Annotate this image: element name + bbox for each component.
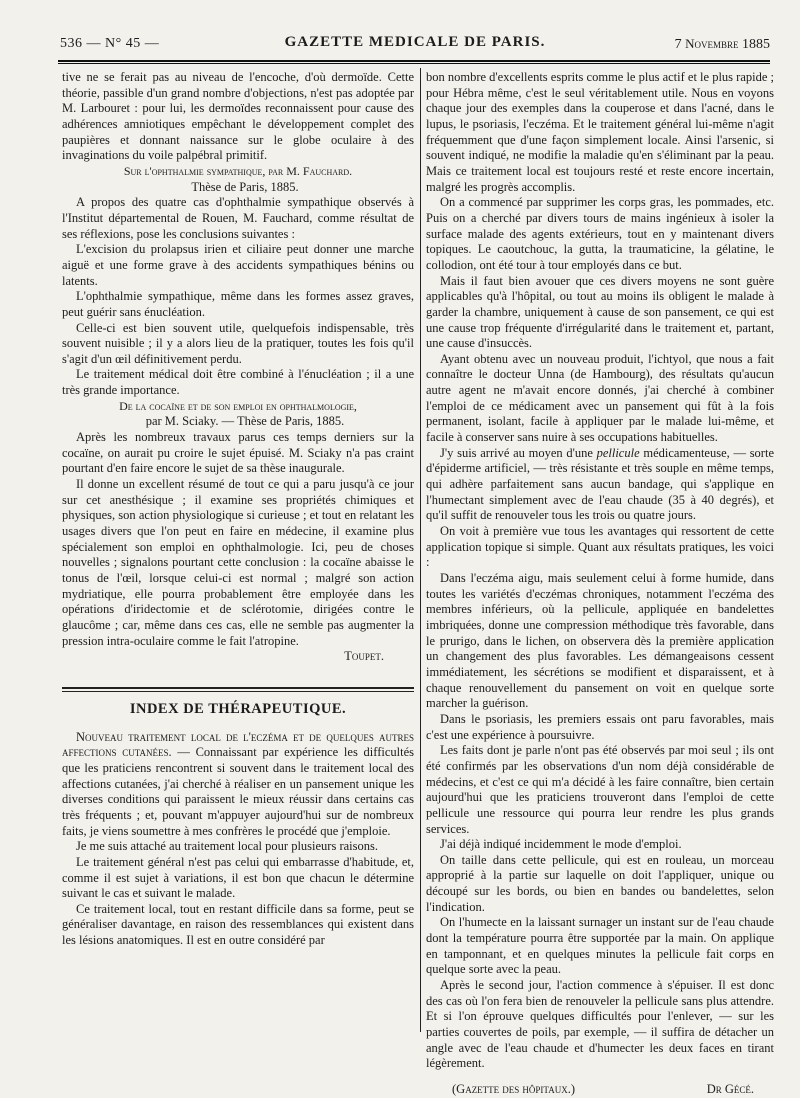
paragraph: Ayant obtenu avec un nouveau produit, l'ichtyol, que nous a fait connaître le docteur Unna (de Hambourg), des résultats qu'aucun autre agent ne m'avait encore donnés, j'ai cherché à combiner l'emploi de ce médicament avec un pansement qui fût à la fois permanent, isolant, facile à appliquer par le malade lui-même, et facile à conserver sans nuire à ses occupations habituelles. [426, 351, 774, 445]
paragraph: A propos des quatre cas d'ophthalmie sympathique observés à l'Institut départemental de Rouen, M. Fauchard, comme résultat de ses réflexions, pose les conclusions suivantes : [62, 195, 414, 241]
paragraph: Celle-ci est bien souvent utile, quelquefois indispensable, très souvent nuisible ; il y a alors lieu de la pratiquer, toutes les fois qu'il s'agit d'un œil définitivement perdu. [62, 320, 414, 366]
review-title-sciaky: De la cocaïne et de son emploi en ophthalmologie, [119, 398, 357, 413]
section-divider [62, 687, 414, 692]
page-header [60, 34, 770, 56]
paragraph: Le traitement médical doit être combiné à l'énucléation ; il a une très grande importance. [62, 367, 414, 398]
page-number: 536 — N° 45 — [60, 36, 160, 51]
section-title: INDEX DE THÉRAPEUTIQUE. [129, 700, 347, 717]
date-month: Novembre [685, 36, 739, 51]
text-run: J'y suis arrivé au moyen d'une [440, 445, 597, 460]
paragraph: Mais il faut bien avouer que ces divers moyens ne sont guère applicables qu'à l'hôpital, ou tout au moins ils obligent le malade à garder la chambre, uniquement à cause de son pansement, ce qui est une cause trop fréquente d'irrégularité dans le traitement et, partant, une cause d'insuccès. [426, 273, 774, 351]
signature-toupet: Toupet. [344, 649, 384, 664]
paragraph: On a commencé par supprimer les corps gras, les pommades, etc. Puis on a cherché par divers tours de mains ingénieux à isoler la surface malade des agents extérieurs, tout en y maintenant divers topiques. Le caoutchouc, la gutta, la traumaticine, la gélatine, le collodion, ont été tour à tour employés dans ce but. [426, 195, 774, 272]
paragraph: J'ai déjà indiqué incidemment le mode d'emploi. [440, 837, 682, 852]
date-day: 7 [674, 37, 682, 52]
journal-title: GAZETTE MEDICALE DE PARIS. [284, 34, 546, 50]
index-text: — Connaissant par expérience les difficultés que les praticiens rencontrent si souvent dans le traitement local des affections cutanées, j'ai cherché à réaliser en un pansement unique les diverses conditions qui paraissent le mieux réussir dans certains cas très fréquents ; et, pouvant m'appuyer aujourd'hui sur de nombreux faits, je viens soumettre à mes confrères le procédé que j'emploie. [62, 745, 414, 838]
review-thesis-sciaky: par M. Sciaky. — Thèse de Paris, 1885. [145, 414, 345, 429]
paragraph: Ce traitement local, tout en restant difficile dans sa forme, peut se généraliser davantage, en raison des ressemblances qui existent dans les lésions anatomiques. Il est en outre considéré par [62, 901, 414, 948]
paragraph: Il donne un excellent résumé de tout ce qui a paru jusqu'à ce jour sur cet anesthésique ; il examine ses propriétés chimiques et physiques, son action physiologique si curieuse ; et tout en relatant les usages divers que l'on peut en faire en médecine, il examine plus spécialement son emploi en ophthalmologie. Ici, peu de choses nouvelles ; signalons pourtant cette conclusion : la cocaïne abaisse le tonus de l'œil, lorsque celui-ci est normal ; malgré son action mydriatique, elle pourra probablement être employée dans les opérations d'iridectomie et de sclérotomie, dirigées contre le glaucôme ; car, même dans ces cas, elle ne semble pas augmenter la pression intra-oculaire comme le fait l'atropine. [62, 477, 414, 648]
review-thesis-fauchard: Thèse de Paris, 1885. [191, 179, 299, 194]
paragraph: Après le second jour, l'action commence à s'épuiser. Il est donc des cas où l'on fera bien de renouveler la pellicule sans plus attendre. Et si l'on éprouve quelques difficultés pour l'enlever, — sur les parties couvertes de poils, par exemple, — il suffira de détacher un angle avec de l'eau chaude et d'humecter les deux faces en tirant légèrement. [426, 978, 774, 1071]
emphasis: pellicule [596, 445, 640, 460]
paragraph: On l'humecte en la laissant surnager un instant sur de l'eau chaude dont la température pourra être supportée par la main. On applique en tamponnant, et en quelques minutes la pellicule fait corps en quelque sorte avec la peau. [426, 915, 774, 977]
paragraph: On taille dans cette pellicule, qui est en rouleau, un morceau approprié à la partie sur laquelle on doit l'appliquer, unique ou découpé sur les bords, ou bien en bandes ou bandelettes, selon l'indication. [426, 852, 774, 914]
paragraph: On voit à première vue tous les avantages qui ressortent de cette application topique si simple. Quant aux résultats pratiques, les voici : [426, 524, 774, 570]
date-year: 1885 [742, 37, 770, 52]
paragraph: Après les nombreux travaux parus ces temps derniers sur la cocaïne, on aurait pu croire le sujet épuisé. M. Sciaky n'a pas craint pourtant d'en faire encore le sujet de sa thèse inaugurale. [62, 430, 414, 476]
right-column [426, 70, 774, 1098]
paragraph [426, 446, 774, 524]
paragraph: L'ophthalmie sympathique, même dans les formes assez graves, peut guérir sans énucléation. [62, 289, 414, 319]
paragraph: Le traitement général n'est pas celui qui embarrasse d'habitude, et, comme il est sujet à variations, il est bon que chacun le détermine suivant le cas et suivant le malade. [62, 854, 414, 901]
paragraph: tive ne se ferait pas au niveau de l'encoche, d'où dermoïde. Cette théorie, passible d'un grand nombre d'objections, n'est pas adoptée par M. Larbouret : pour lui, les dermoïdes reconnaissent pour cause des adhérences amniotiques empêchant le développement complet des paupières et donnant naissance sur le globe oculaire à des invaginations du voile palpébral primitif. [62, 70, 414, 163]
paragraph: L'excision du prolapsus irien et ciliaire peut donner une marche aiguë et une forme grave à des accidents sympathiques bénins ou latents. [62, 242, 414, 288]
paragraph: Dans le psoriasis, les premiers essais ont paru favorables, mais c'est une expérience à poursuivre. [426, 711, 774, 742]
paragraph: bon nombre d'excellents esprits comme le plus actif et le plus rapide ; pour Hébra même, c'est le seul véritablement utile. Nous en voyons chaque jour des exemples dans la couperose et dans l'acné, dans le lupus, le psoriasis, l'eczéma. Et le traitement général lui-même n'agit fréquemment que d'une façon simplement locale. Ainsi l'arsenic, si souvent indiqué, ne modifie la maladie qu'en s'éliminant par la peau. Mais ce traitement local est toujours resté et reste encore incertain, malgré les progrès accomplis. [426, 70, 774, 194]
article-footer [426, 1082, 774, 1098]
left-column [62, 70, 414, 949]
paragraph: Je me suis attaché au traitement local pour plusieurs raisons. [76, 839, 378, 854]
author-signature: Dr Gécé. [706, 1082, 754, 1096]
source-citation: (Gazette des hôpitaux.) [452, 1082, 575, 1096]
review-title-fauchard: Sur l'ophthalmie sympathique, par M. Fauchard. [123, 163, 353, 178]
column-separator [420, 68, 421, 1032]
issue-date [675, 36, 770, 53]
header-rule [58, 60, 770, 64]
text-run: médicamenteuse, — sorte d'épiderme artificiel, — très résistante et très souple en même temps, qui adhère parfaitement sans aucun bandage, qui s'applique en l'humectant simplement avec de l'eau chaude (35 à 40 degrés), et qu'il suffit de renouveler tous les trois ou quatre jours. [426, 445, 774, 523]
paragraph [62, 730, 414, 840]
paragraph: Dans l'eczéma aigu, mais seulement celui à forme humide, dans toutes les variétés d'eczémas chroniques, notamment l'eczéma des membres inférieurs, où la pellicule, appliquée en bandelettes imbriquées, donne une compression méthodique très favorable, dans le prurigo, dans le lichen, on observera dès la première application un changement des plus favorables. Les démangeaisons cessent immédiatement, les sécrétions se modifient et disparaissent, et à chaque renouvellement du pansement on voit en quelque sorte marcher la guérison. [426, 571, 774, 711]
paragraph: Les faits dont je parle n'ont pas été observés par moi seul ; ils ont été confirmés par les observations d'un nom déjà considérable de médecins, et c'est ce qui m'a décidé à les faire connaître, bien certain aujourd'hui que les praticiens trouveront dans l'emploi de cette pellicule une ressource qui pourra leur rendre les plus grands services. [426, 743, 774, 836]
index-headline: Nouveau traitement local de l'eczéma et de quelques autres affections cutanées. [62, 729, 414, 760]
